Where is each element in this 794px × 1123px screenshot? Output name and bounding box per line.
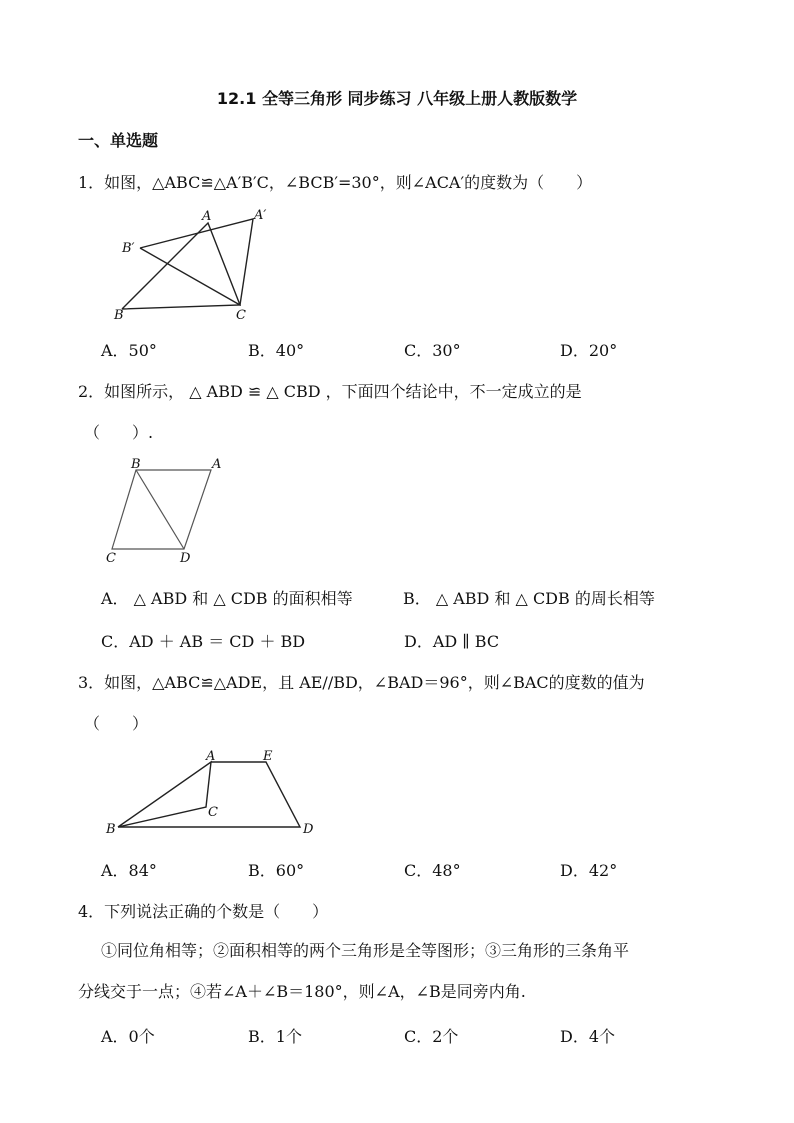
- question-4-text: 4．下列说法正确的个数是（ ）: [78, 902, 329, 921]
- question-3-text-cont: （ ）: [84, 714, 149, 733]
- q3-option-d[interactable]: D．42°: [560, 861, 618, 880]
- q1-option-d[interactable]: D．20°: [560, 341, 618, 360]
- q2-option-d[interactable]: D．AD ∥ BC: [404, 632, 500, 651]
- question-2-figure: [104, 455, 234, 567]
- triangle-a-prime-b-prime-c: [140, 219, 253, 305]
- q3-option-c[interactable]: C．48°: [404, 861, 461, 880]
- page-title: 12.1 全等三角形 同步练习 八年级上册人教版数学: [216, 89, 578, 108]
- quadrilateral-abdc: [112, 470, 211, 549]
- triangle-abc: [122, 223, 240, 309]
- question-2-text-cont: （ ）.: [84, 423, 154, 442]
- q4-option-a[interactable]: A．0个: [101, 1027, 155, 1046]
- q2-option-c[interactable]: C．AD ＋ AB ＝ CD ＋ BD: [101, 632, 306, 651]
- triangle-abc: [118, 762, 211, 827]
- label-c: C: [236, 308, 246, 323]
- question-4-statement-line-1: ①同位角相等；②面积相等的两个三角形是全等图形；③三角形的三条角平: [101, 941, 630, 960]
- label-b-prime: B′: [122, 241, 135, 256]
- label-c: C: [208, 805, 218, 820]
- q3-option-b[interactable]: B．60°: [248, 861, 305, 880]
- label-b: B: [131, 457, 141, 472]
- question-1-text: 1．如图，△ABC≌△A′B′C，∠BCB′=30°，则∠ACA′的度数为（ ）: [78, 173, 593, 192]
- q4-option-c[interactable]: C．2个: [404, 1027, 459, 1046]
- label-a: A: [202, 209, 212, 224]
- label-a: A: [206, 749, 216, 764]
- question-1-figure: [108, 205, 278, 325]
- q2-option-a[interactable]: A． △ ABD 和 △ CDB 的面积相等: [101, 589, 353, 608]
- label-d: D: [303, 822, 314, 837]
- label-d: D: [180, 551, 191, 566]
- label-b: B: [114, 308, 124, 323]
- label-a: A: [212, 457, 222, 472]
- label-a-prime: A′: [254, 208, 267, 223]
- q1-option-b[interactable]: B．40°: [248, 341, 305, 360]
- q1-option-a[interactable]: A．50°: [101, 341, 157, 360]
- question-3-text: 3．如图，△ABC≌△ADE，且 AE//BD，∠BAD＝96°，则∠BAC的度数的值为: [78, 673, 645, 692]
- label-e: E: [263, 749, 273, 764]
- section-heading: 一、单选题: [78, 131, 159, 150]
- q3-option-a[interactable]: A．84°: [101, 861, 157, 880]
- label-c: C: [106, 551, 116, 566]
- question-4-statement-line-2: 分线交于一点；④若∠A＋∠B＝180°，则∠A，∠B是同旁内角.: [78, 982, 526, 1001]
- question-2-text: 2．如图所示， △ ABD ≌ △ CBD ，下面四个结论中，不一定成立的是: [78, 382, 582, 401]
- q1-option-c[interactable]: C．30°: [404, 341, 461, 360]
- diagonal-bd: [136, 470, 184, 549]
- label-b: B: [106, 822, 116, 837]
- question-3-figure: [104, 745, 324, 845]
- q2-option-b[interactable]: B． △ ABD 和 △ CDB 的周长相等: [403, 589, 655, 608]
- q4-option-d[interactable]: D．4个: [560, 1027, 616, 1046]
- q4-option-b[interactable]: B．1个: [248, 1027, 302, 1046]
